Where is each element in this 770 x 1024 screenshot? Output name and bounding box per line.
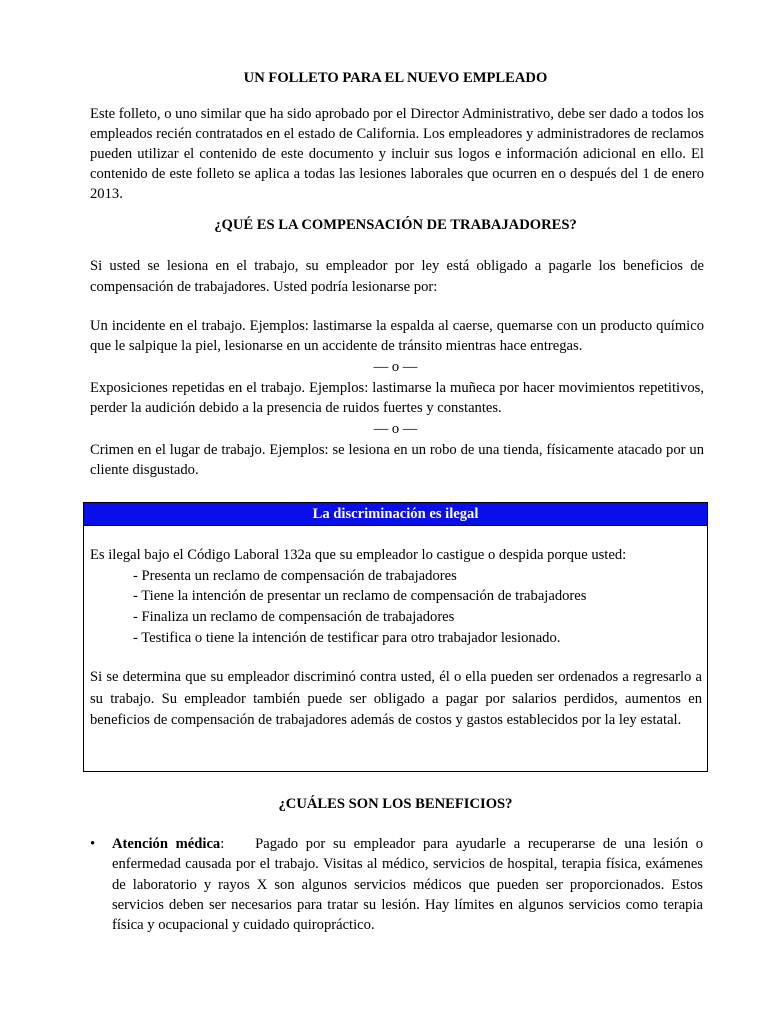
example-workplace-crime: Crimen en el lugar de trabajo. Ejemplos: se lesiona en un robo de una tienda, físicamente atacado por un cliente disgustado. bbox=[90, 442, 704, 478]
discrimination-list-item: - Tiene la intención de presentar un reclamo de compensación de trabajadores bbox=[133, 588, 587, 604]
benefit-item-label: Atención médica bbox=[112, 836, 221, 852]
discrimination-list-item: - Finaliza un reclamo de compensación de trabajadores bbox=[133, 609, 455, 625]
discrimination-list-item: - Testifica o tiene la intención de testificar para otro trabajador lesionado. bbox=[133, 630, 561, 646]
separator-or: — o — bbox=[373, 359, 418, 375]
bullet-icon: • bbox=[90, 836, 96, 852]
example-incident: Un incidente en el trabajo. Ejemplos: lastimarse la espalda al caerse, quemarse con un producto químico que le salpique la piel, lesionarse en un accidente de tránsito mientras hace entregas. bbox=[90, 318, 704, 354]
discrimination-box bbox=[83, 502, 708, 772]
discrimination-paragraph: Si se determina que su empleador discriminó contra usted, él o ella pueden ser ordenados a regresarlo a su trabajo. Su empleador también puede ser obligado a pagar por salarios perdidos, aumentos en beneficios de compensación de trabajadores además de costos y gastos establecidos por la ley estatal. bbox=[90, 669, 702, 728]
section-heading-que-es: ¿QUÉ ES LA COMPENSACIÓN DE TRABAJADORES? bbox=[214, 217, 577, 233]
section-que-paragraph: Si usted se lesiona en el trabajo, su empleador por ley está obligado a pagarle los beneficios de compensación de trabajadores. Usted podría lesionarse por: bbox=[90, 258, 704, 295]
intro-paragraph: Este folleto, o uno similar que ha sido aprobado por el Director Administrativo, debe ser dado a todos los empleados recién contratados en el estado de California. Los empleadores y administradores de reclamos pueden utilizar el contenido de este documento y incluir sus logos e información adicional en ello. El contenido de este folleto se aplica a todas las lesiones laborales que ocurren en o después del 1 de enero 2013. bbox=[90, 106, 704, 202]
section-heading-beneficios: ¿CUÁLES SON LOS BENEFICIOS? bbox=[278, 796, 513, 812]
benefit-item-text: Pagado por su empleador para ayudarle a recuperarse de una lesión o enfermedad causada por el trabajo. Visitas al médico, servicios de hospital, terapia física, exámenes de laboratorio y rayos X son algunos servicios médicos que pueden ser proporcionados. Estos servicios deben ser necesarios para tratar su lesión. Hay límites en algunos servicios como terapia física y ocupacional y cuidado quiropráctico. bbox=[112, 836, 703, 934]
discrimination-list-item: - Presenta un reclamo de compensación de trabajadores bbox=[133, 568, 457, 584]
document-title: UN FOLLETO PARA EL NUEVO EMPLEADO bbox=[243, 70, 548, 86]
separator-or: — o — bbox=[373, 421, 418, 437]
example-repeated-exposure: Exposiciones repetidas en el trabajo. Ejemplos: lastimarse la muñeca por hacer movimientos repetitivos, perder la audición debido a la presencia de ruidos fuertes y constantes. bbox=[90, 380, 704, 416]
discrimination-box-header: La discriminación es ilegal bbox=[84, 503, 707, 526]
benefit-item-colon: : bbox=[220, 836, 225, 852]
discrimination-intro: Es ilegal bajo el Código Laboral 132a que su empleador lo castigue o despida porque usted: bbox=[90, 547, 627, 563]
benefit-item-medical-care bbox=[112, 834, 703, 935]
